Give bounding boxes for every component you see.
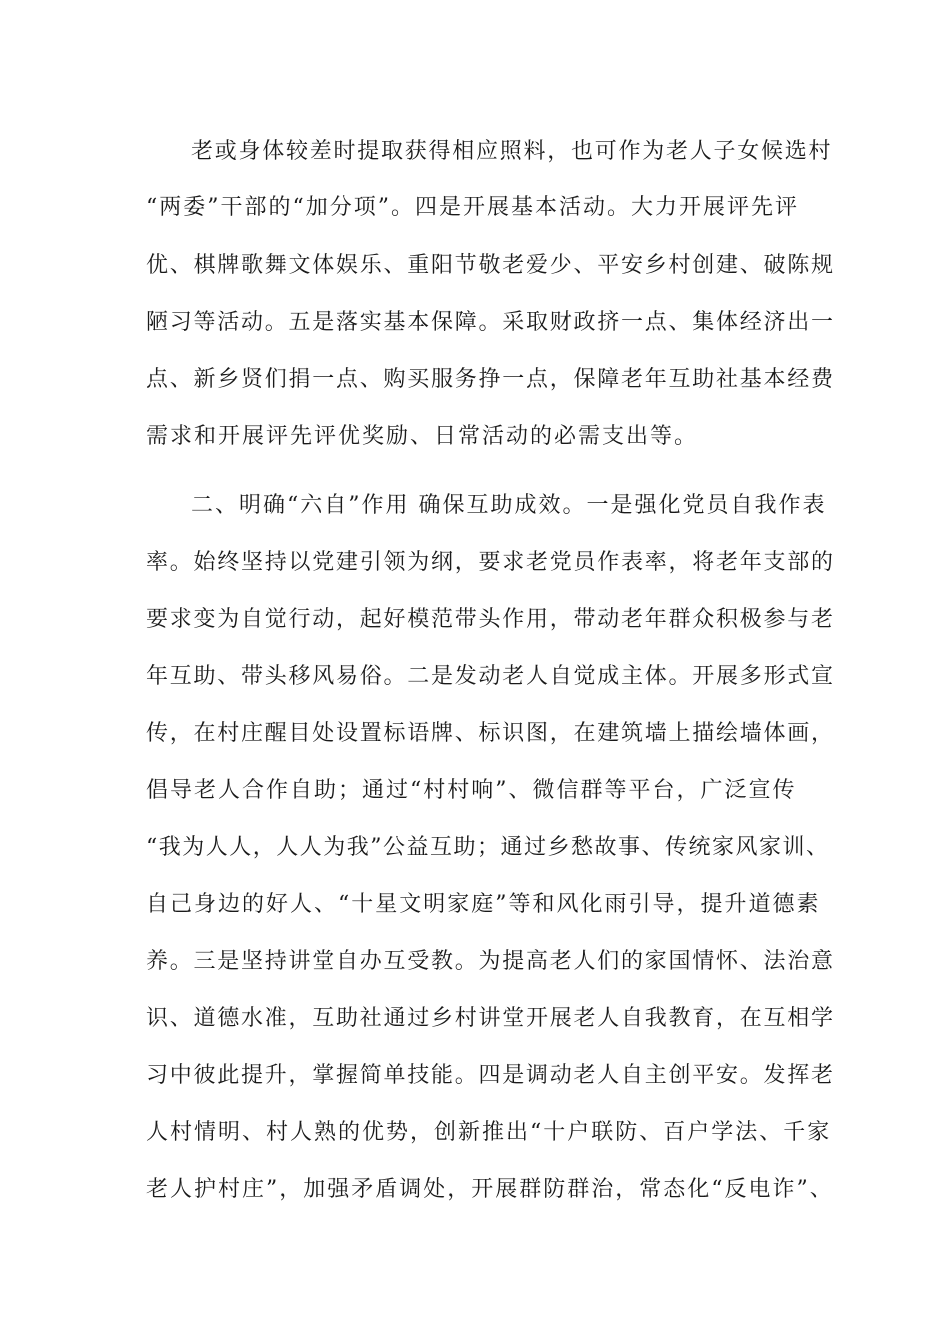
text-line: 自己身边的好人、“十星文明家庭”等和风化雨引导，提升道德素 [146, 892, 821, 917]
text-line: 养。三是坚持讲堂自办互受教。为提高老人们的家国情怀、法治意 [146, 949, 835, 974]
text-line: 二、明确“六自”作用 确保互助成效。一是强化党员自我作表 [191, 493, 827, 518]
text-line: “两委”干部的“加分项”。四是开展基本活动。大力开展评先评 [146, 195, 799, 220]
text-line: 点、新乡贤们捐一点、购买服务挣一点，保障老年互助社基本经费 [146, 367, 835, 392]
text-line: 人村情明、村人熟的优势，创新推出“十户联防、百户学法、千家 [146, 1120, 832, 1145]
text-line: 倡导老人合作自助；通过“村村响”、微信群等平台，广泛宣传 [146, 778, 797, 803]
text-line: 老人护村庄”，加强矛盾调处，开展群防群治，常态化“反电诈”、 [146, 1177, 834, 1202]
text-line: 习中彼此提升，掌握简单技能。四是调动老人自主创平安。发挥老 [146, 1063, 835, 1088]
text-line: 要求变为自觉行动，起好模范带头作用，带动老年群众积极参与老 [146, 607, 835, 632]
text-line: 年互助、带头移风易俗。二是发动老人自觉成主体。开展多形式宣 [146, 664, 835, 689]
text-line: “我为人人，人人为我”公益互助；通过乡愁故事、传统家风家训、 [146, 835, 830, 860]
text-line: 陋习等活动。五是落实基本保障。采取财政挤一点、集体经济出一 [146, 310, 835, 335]
text-line: 需求和开展评先评优奖励、日常活动的必需支出等。 [146, 424, 699, 449]
text-line: 率。始终坚持以党建引领为纲，要求老党员作表率，将老年支部的 [146, 550, 835, 575]
text-line: 识、道德水准，互助社通过乡村讲堂开展老人自我教育，在互相学 [146, 1006, 835, 1031]
text-line: 优、棋牌歌舞文体娱乐、重阳节敬老爱少、平安乡村创建、破陈规 [146, 253, 835, 278]
text-line: 老或身体较差时提取获得相应照料，也可作为老人子女候选村 [191, 139, 833, 164]
text-line: 传，在村庄醒目处设置标语牌、标识图，在建筑墙上描绘墙体画， [146, 721, 835, 746]
